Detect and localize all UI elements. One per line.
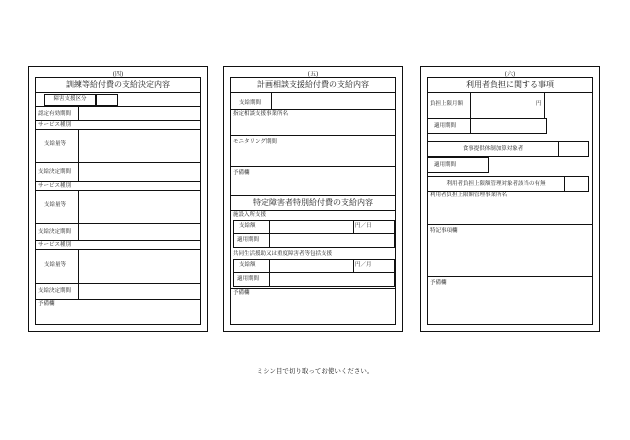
panel-title: 計画相談支援給付費の支給内容	[231, 78, 395, 93]
col-divider	[544, 92, 545, 118]
amount-label: 支給量等	[44, 262, 67, 268]
remarks-label: 予備欄	[233, 170, 250, 176]
panel-number: (四)	[112, 71, 124, 78]
disability-class-label: 障害支援区分	[53, 96, 87, 102]
col-divider	[78, 129, 79, 181]
panel-title: 利用者負担に関する事項	[428, 78, 592, 93]
col-divider	[78, 249, 79, 299]
period-label: 適用期間	[434, 162, 457, 168]
row-divider	[233, 272, 395, 273]
remarks-label: 予備欄	[430, 280, 447, 286]
decision-period-label: 支給決定期間	[38, 229, 72, 235]
group-home-label: 共同生活援助又は重度障害者等包括支援	[233, 251, 333, 257]
row-divider	[428, 276, 592, 277]
service-type-label: サービス種別	[38, 242, 72, 248]
certified-period-label: 認定有効期間	[38, 111, 72, 117]
row-divider	[428, 224, 592, 225]
special-benefits-title: 特定障害者特別給付費の支給内容	[231, 196, 395, 211]
col-divider	[353, 220, 354, 233]
yen-unit: 円	[536, 101, 542, 107]
row-divider	[36, 162, 200, 163]
cap-management-label: 利用者負担上限額管理対象者該当の有無	[446, 181, 546, 187]
period-label: 適用期間	[434, 123, 457, 129]
col-divider	[564, 176, 565, 191]
panel-title: 訓練等給付費の支給決定内容	[36, 78, 200, 93]
col-divider	[269, 259, 270, 287]
service-type-label: サービス種別	[38, 122, 72, 128]
row-divider	[231, 288, 395, 289]
col-divider	[269, 220, 270, 248]
remarks-label: 予備欄	[233, 290, 250, 296]
yen-per-day-unit: 円／日	[355, 223, 372, 229]
disability-class-value	[96, 94, 118, 106]
monitoring-label: モニタリング期間	[233, 139, 277, 145]
panel-planning-consultation	[223, 66, 403, 332]
col-divider	[78, 190, 79, 240]
row-divider	[36, 223, 200, 224]
support-period-label: 支給期間	[239, 100, 262, 106]
col-divider	[78, 106, 79, 120]
amount-label: 支給額	[239, 223, 256, 229]
panel-training-benefits	[28, 66, 208, 332]
col-divider	[470, 118, 471, 133]
designated-office-label: 指定相談支援事業所名	[233, 111, 289, 117]
service-type-label: サービス種別	[38, 183, 72, 189]
decision-period-label: 支給決定期間	[38, 288, 72, 294]
row-divider	[36, 249, 200, 250]
panel-number: (五)	[307, 71, 319, 78]
col-divider	[271, 92, 272, 109]
facility-label: 施設入所支援	[233, 212, 267, 218]
panel-frame	[230, 77, 396, 325]
monthly-cap-label: 負担上限月額	[430, 101, 464, 107]
row-divider	[36, 129, 200, 130]
meal-subsidy-label: 食事提供体制加算対象者	[462, 146, 524, 152]
row-divider	[36, 190, 200, 191]
special-notes-label: 特記事項欄	[430, 228, 458, 234]
panel-user-burden	[420, 66, 600, 332]
period-label: 適用期間	[237, 237, 260, 243]
yen-per-month-unit: 円／月	[355, 262, 372, 268]
amount-label: 支給量等	[44, 202, 67, 208]
col-divider	[353, 259, 354, 272]
period-label: 適用期間	[237, 276, 260, 282]
panel-number: (六)	[504, 71, 516, 78]
row-divider	[36, 299, 200, 300]
col-divider	[470, 92, 471, 118]
row-divider	[233, 233, 395, 234]
row-divider	[231, 166, 395, 167]
amount-label: 支給量等	[44, 141, 67, 147]
panel-frame	[35, 77, 201, 325]
remarks-label: 予備欄	[38, 301, 55, 307]
decision-period-label: 支給決定期間	[38, 169, 72, 175]
cap-office-label: 利用者負担上限額管理事業所名	[430, 192, 508, 198]
cut-instruction: ミシン目で切り取ってお使いください。	[256, 367, 374, 375]
col-divider	[558, 141, 559, 156]
panel-frame	[427, 77, 593, 325]
amount-label: 支給額	[239, 262, 256, 268]
row-divider	[231, 135, 395, 136]
row-divider	[36, 106, 200, 107]
row-divider	[36, 283, 200, 284]
